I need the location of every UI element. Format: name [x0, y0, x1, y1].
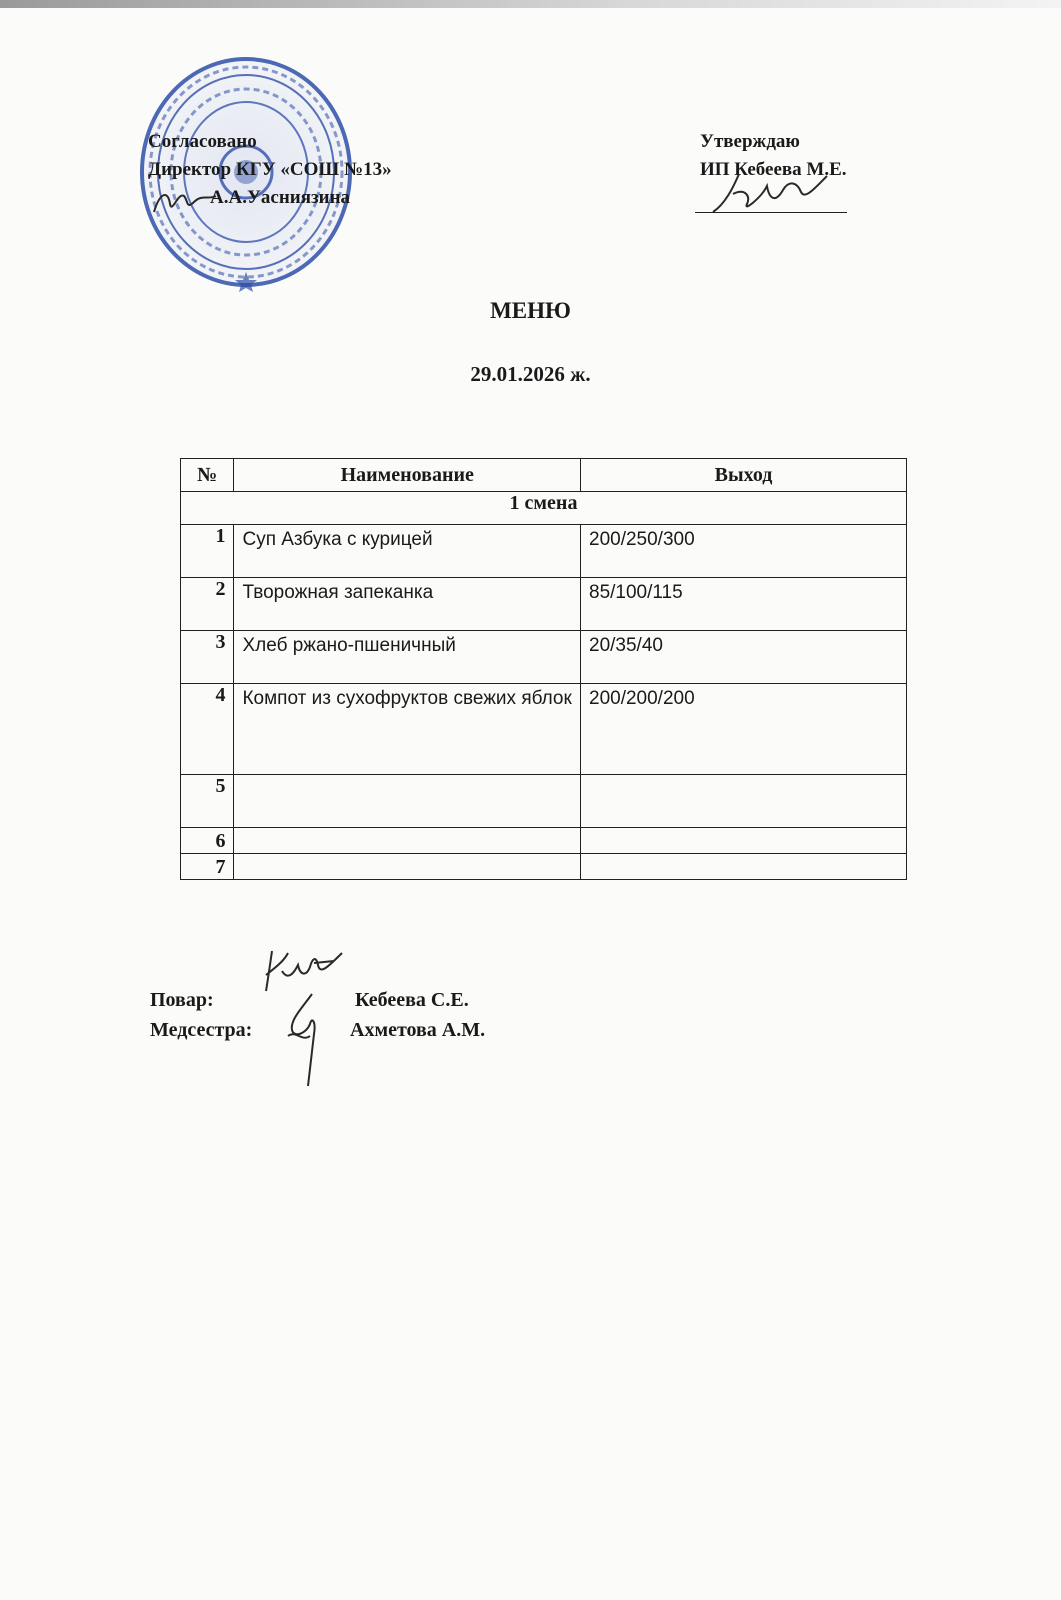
row-yield: 200/250/300	[581, 525, 907, 578]
cook-signature-icon	[258, 945, 348, 995]
row-yield	[581, 775, 907, 828]
row-yield	[581, 828, 907, 854]
row-number: 4	[181, 684, 234, 775]
shift-label: 1 смена	[181, 492, 907, 525]
menu-date: 29.01.2026 ж.	[470, 362, 591, 386]
header-yield: Выход	[581, 459, 907, 492]
table-row	[181, 578, 907, 631]
row-number: 2	[181, 578, 234, 631]
table-row	[181, 828, 907, 854]
nurse-name: Ахметова А.М.	[350, 1019, 486, 1041]
nurse-label: Медсестра:	[150, 1019, 253, 1041]
approval-right-line1: Утверждаю	[700, 131, 800, 152]
cook-label: Повар:	[150, 989, 214, 1011]
row-yield	[581, 854, 907, 880]
row-name: Хлеб ржано-пшеничный	[234, 631, 581, 684]
row-number: 1	[181, 525, 234, 578]
header-number: №	[181, 459, 234, 492]
table-row	[181, 854, 907, 880]
table-row	[181, 525, 907, 578]
row-number: 7	[181, 854, 234, 880]
row-number: 5	[181, 775, 234, 828]
scan-edge	[0, 0, 1061, 8]
row-name: Творожная запеканка	[234, 578, 581, 631]
row-name: Суп Азбука с курицей	[234, 525, 581, 578]
table-row	[181, 775, 907, 828]
table-row	[181, 631, 907, 684]
menu-table	[180, 458, 907, 880]
row-number: 3	[181, 631, 234, 684]
approver-signature-icon	[705, 168, 835, 218]
shift-row	[181, 492, 907, 525]
approval-left-line3: А.А.Уасниязина	[210, 187, 351, 208]
row-name	[234, 828, 581, 854]
cook-name: Кебеева С.Е.	[355, 989, 469, 1011]
row-yield: 20/35/40	[581, 631, 907, 684]
director-signature-icon	[150, 182, 220, 222]
table-row	[181, 684, 907, 775]
header-name: Наименование	[234, 459, 581, 492]
nurse-signature-icon	[282, 990, 332, 1090]
approval-left-line1: Согласовано	[148, 131, 257, 152]
approval-left-line2: Директор КГУ «СОШ №13»	[148, 159, 392, 180]
row-name	[234, 854, 581, 880]
row-name: Компот из сухофруктов свежих яблок	[234, 684, 581, 775]
approval-right-line2: ИП Кебеева М.Е.	[700, 159, 847, 180]
page-title: МЕНЮ	[490, 298, 571, 323]
row-number: 6	[181, 828, 234, 854]
row-name	[234, 775, 581, 828]
row-yield: 200/200/200	[581, 684, 907, 775]
table-header-row	[181, 459, 907, 492]
row-yield: 85/100/115	[581, 578, 907, 631]
approver-signature-line	[695, 212, 847, 213]
